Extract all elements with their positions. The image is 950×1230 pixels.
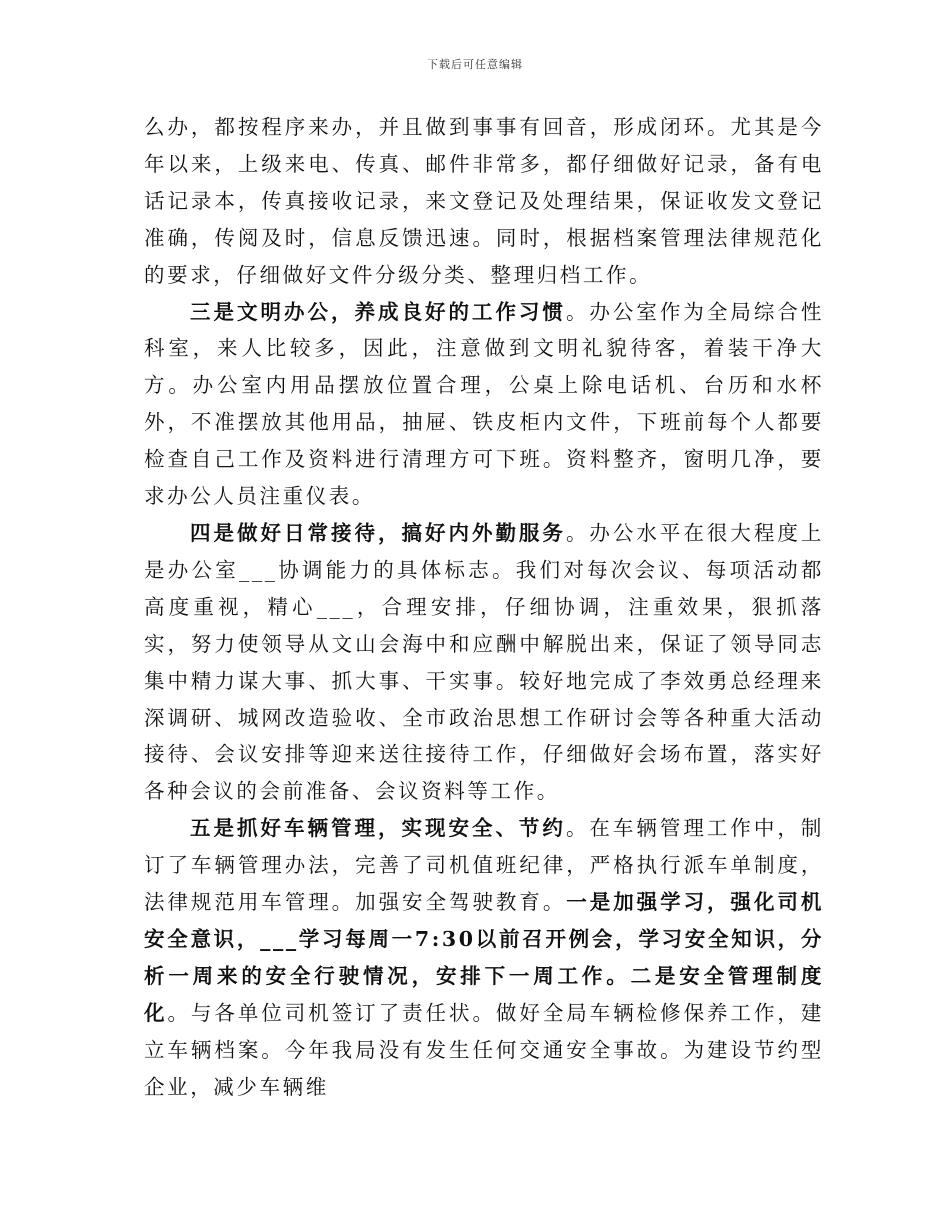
page-header: 下载后可任意编辑 xyxy=(427,58,523,71)
paragraph-1 xyxy=(144,109,824,294)
paragraph-2 xyxy=(144,294,824,515)
paragraph-heading: 三是文明办公，养成良好的工作习惯 xyxy=(190,299,566,324)
paragraph-bold-text: 一是加强学习，强化司机安全意识，___学习每周一7:30以前召开例会，学习安全知识，分析一周来的安全行驶情况，安排下一周工作。二是安全管理制度化 xyxy=(144,890,824,1025)
paragraph-heading: 五是抓好车辆管理，实现安全、节约 xyxy=(190,816,566,841)
paragraph-text: 。办公水平在很大程度上是办公室___协调能力的具体标志。我们对每次会议、每项活动都高度重视，精心___，合理安排，仔细协调，注重效果，狠抓落实，努力使领导从文山会海中和应酬中解脱出来，保证了领导同志集中精力谋大事、抓大事、干实事。较好地完成了李效勇总经理来深调研、城网改造验收、全市政治思想工作研讨会等各种重大活动接待、会议安排等迎来送往接待工作，仔细做好会场布置，落实好各种会议的会前准备、会议资料等工作。 xyxy=(144,520,824,804)
paragraph-text: 么办，都按程序来办，并且做到事事有回音，形成闭环。尤其是今年以来，上级来电、传真、邮件非常多，都仔细做好记录，备有电话记录本，传真接收记录，来文登记及处理结果，保证收发文登记准确，传阅及时，信息反馈迅速。同时，根据档案管理法律规范化的要求，仔细做好文件分级分类、整理归档工作。 xyxy=(144,115,824,287)
document-body xyxy=(144,109,824,1105)
paragraph-4 xyxy=(144,810,824,1105)
paragraph-text: 。在车辆管理工作中，制订了车辆管理办法，完善了司机值班纪律，严格执行派车单制度，法律规范用车管理。加强安全驾驶教育。 xyxy=(144,816,824,915)
paragraph-text: 。与各单位司机签订了责任状。做好全局车辆检修保养工作，建立车辆档案。今年我局没有发生任何交通安全事故。为建设节约型企业，减少车辆维 xyxy=(144,1000,824,1099)
paragraph-heading: 四是做好日常接待，搞好内外勤服务 xyxy=(190,520,566,545)
paragraph-3 xyxy=(144,515,824,810)
paragraph-text: 。办公室作为全局综合性科室，来人比较多，因此，注意做到文明礼貌待客，着装干净大方。办公室内用品摆放位置合理，公桌上除电话机、台历和水杯外，不准摆放其他用品，抽屉、铁皮柜内文件，下班前每个人都要检查自己工作及资料进行清理方可下班。资料整齐，窗明几净，要求办公人员注重仪表。 xyxy=(144,299,824,509)
